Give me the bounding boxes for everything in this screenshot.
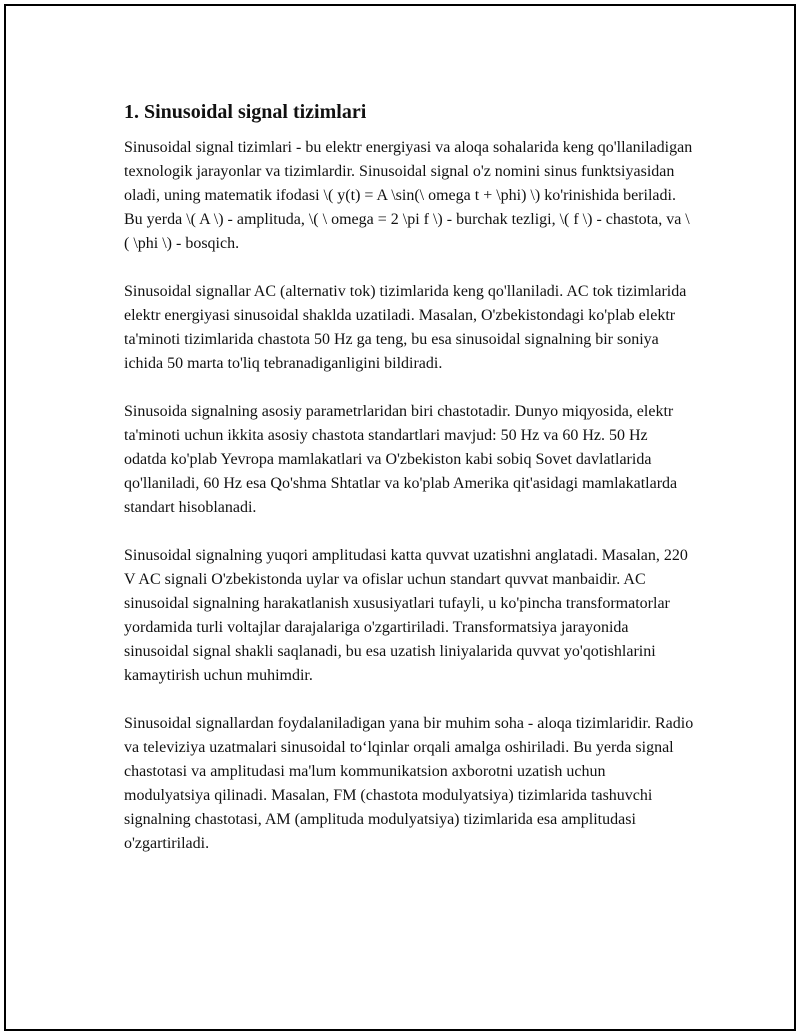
page-frame <box>4 4 796 1031</box>
paragraph-1: Sinusoidal signal tizimlari - bu elektr energiyasi va aloqa sohalarida keng qo'llaniladigan texnologik jarayonlar va tizimlardir. Sinusoidal signal o'z nomini sinus funktsiyasidan oladi, uning matematik ifodasi \( y(t) = A \sin(\ omega t + \phi) \) ko'rinishida beriladi. Bu yerda \( A \) - amplituda, \( \ omega = 2 \pi f \) - burchak tezligi, \( f \) - chastota, va \( \phi \) - bosqich. <box>124 139 693 252</box>
paragraph-2: Sinusoidal signallar AC (alternativ tok) tizimlarida keng qo'llaniladi. AC tok tizimlarida elektr energiyasi sinusoidal shaklda uzatiladi. Masalan, O'zbekistondagi ko'plab elektr ta'minoti tizimlarida chastota 50 Hz ga teng, bu esa sinusoidal signalning bir soniya ichida 50 marta to'liq tebranadiganligini bildiradi. <box>124 283 687 372</box>
paragraph-3: Sinusoida signalning asosiy parametrlaridan biri chastotadir. Dunyo miqyosida, elektr ta'minoti uchun ikkita asosiy chastota standartlari mavjud: 50 Hz va 60 Hz. 50 Hz odatda ko'plab Yevropa mamlakatlari va O'zbekiston kabi sobiq Sovet davlatlarida qo'llaniladi, 60 Hz esa Qo'shma Shtatlar va ko'plab Amerika qit'asidagi mamlakatlarda standart hisoblanadi. <box>124 403 678 516</box>
paragraph-4: Sinusoidal signalning yuqori amplitudasi katta quvvat uzatishni anglatadi. Masalan, 220 V AC signali O'zbekistonda uylar va ofislar uchun standart quvvat manbaidir. AC sinusoidal signalning harakatlanish xususiyatlari tufayli, u ko'pincha transformatorlar yordamida turli voltajlar darajalariga o'zgartiriladi. Transformatsiya jarayonida sinusoidal signal shakli saqlanadi, bu esa uzatish liniyalarida quvvat yo'qotishlarini kamaytirish uchun muhimdir. <box>124 547 688 684</box>
paragraph-5: Sinusoidal signallardan foydalaniladigan yana bir muhim soha - aloqa tizimlaridir. Radio va televiziya uzatmalari sinusoidal to‘lqinlar orqali amalga oshiriladi. Bu yerda signal chastotasi va amplitudasi ma'lum kommunikatsion axborotni uzatish uchun modulyatsiya qilinadi. Masalan, FM (chastota modulyatsiya) tizimlarida tashuvchi signalning chastotasi, AM (amplituda modulyatsiya) tizimlarida esa amplitudasi o'zgartiriladi. <box>124 715 694 852</box>
document-body <box>124 98 694 880</box>
section-heading: 1. Sinusoidal signal tizimlari <box>124 101 367 123</box>
